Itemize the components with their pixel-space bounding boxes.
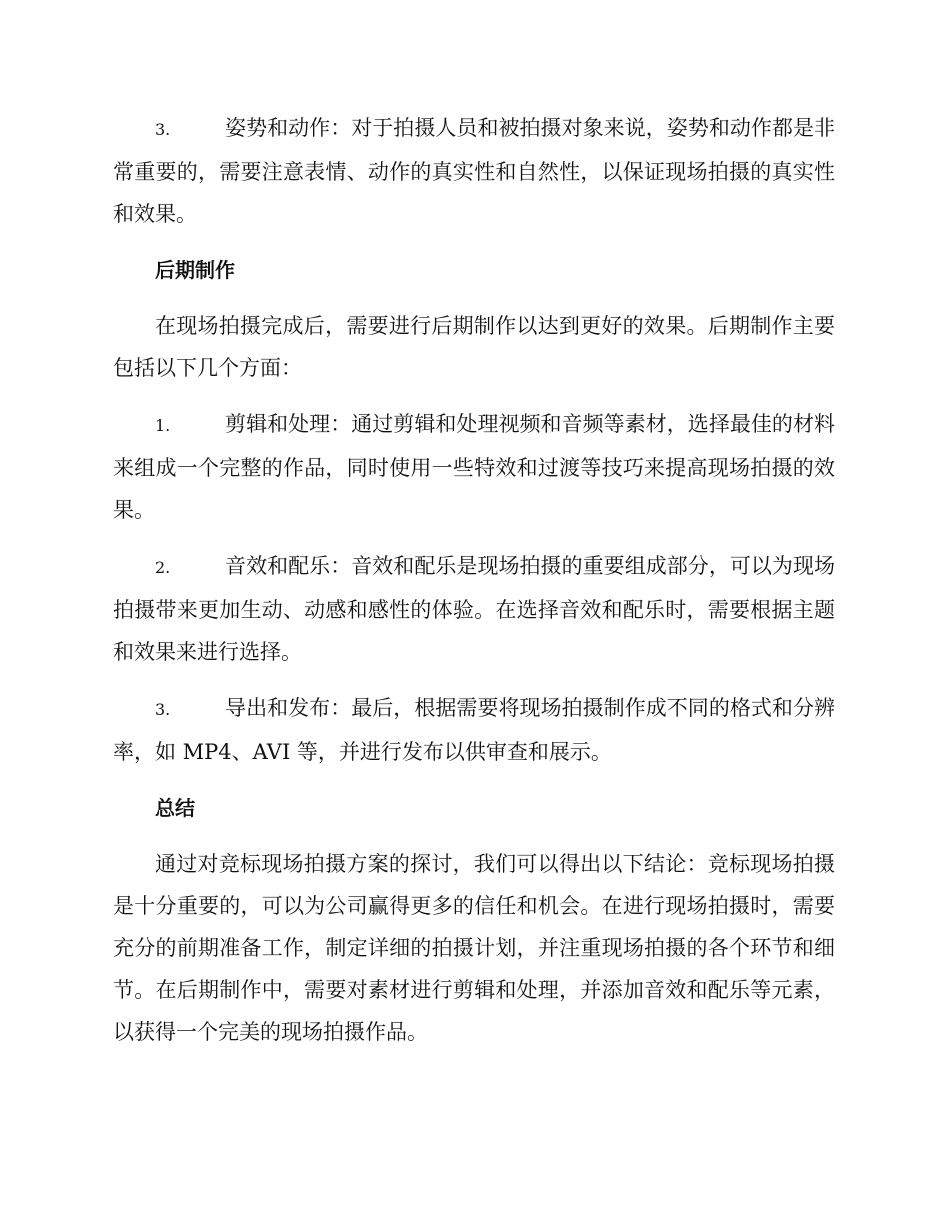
list-text: 姿势和动作：对于拍摄人员和被拍摄对象来说，姿势和动作都是非常重要的，需要注意表情、动作的真实性和自然性，以保证现场拍摄的真实性和效果。 (113, 116, 835, 226)
list-number: 2. (155, 558, 171, 577)
list-text: 音效和配乐：音效和配乐是现场拍摄的重要组成部分，可以为现场拍摄带来更加生动、动感和感性的体验。在选择音效和配乐时，需要根据主题和效果来进行选择。 (113, 554, 835, 664)
list-text: 导出和发布：最后，根据需要将现场拍摄制作成不同的格式和分辨率，如 MP4、AVI 等，并进行发布以供审查和展示。 (113, 696, 835, 764)
section-heading-post-production: 后期制作 (155, 258, 235, 282)
document-page (113, 107, 835, 1067)
list-text: 剪辑和处理：通过剪辑和处理视频和音频等素材，选择最佳的材料来组成一个完整的作品，同时使用一些特效和过渡等技巧来提高现场拍摄的效果。 (113, 412, 835, 522)
list-number: 3. (155, 120, 171, 139)
summary-paragraph: 通过对竞标现场拍摄方案的探讨，我们可以得出以下结论：竞标现场拍摄是十分重要的，可以为公司赢得更多的信任和机会。在进行现场拍摄时，需要充分的前期准备工作，制定详细的拍摄计划，并注重现场拍摄的各个环节和细节。在后期制作中，需要对素材进行剪辑和处理，并添加音效和配乐等元素，以获得一个完美的现场拍摄作品。 (113, 852, 835, 1044)
list-item-posture (113, 107, 835, 235)
list-item-editing (113, 403, 835, 531)
post-production-intro: 在现场拍摄完成后，需要进行后期制作以达到更好的效果。后期制作主要包括以下几个方面： (113, 314, 835, 380)
list-number: 1. (155, 416, 171, 435)
list-number: 3. (155, 700, 171, 719)
section-heading-summary: 总结 (155, 796, 195, 820)
list-item-export (113, 687, 835, 773)
list-item-audio (113, 545, 835, 673)
